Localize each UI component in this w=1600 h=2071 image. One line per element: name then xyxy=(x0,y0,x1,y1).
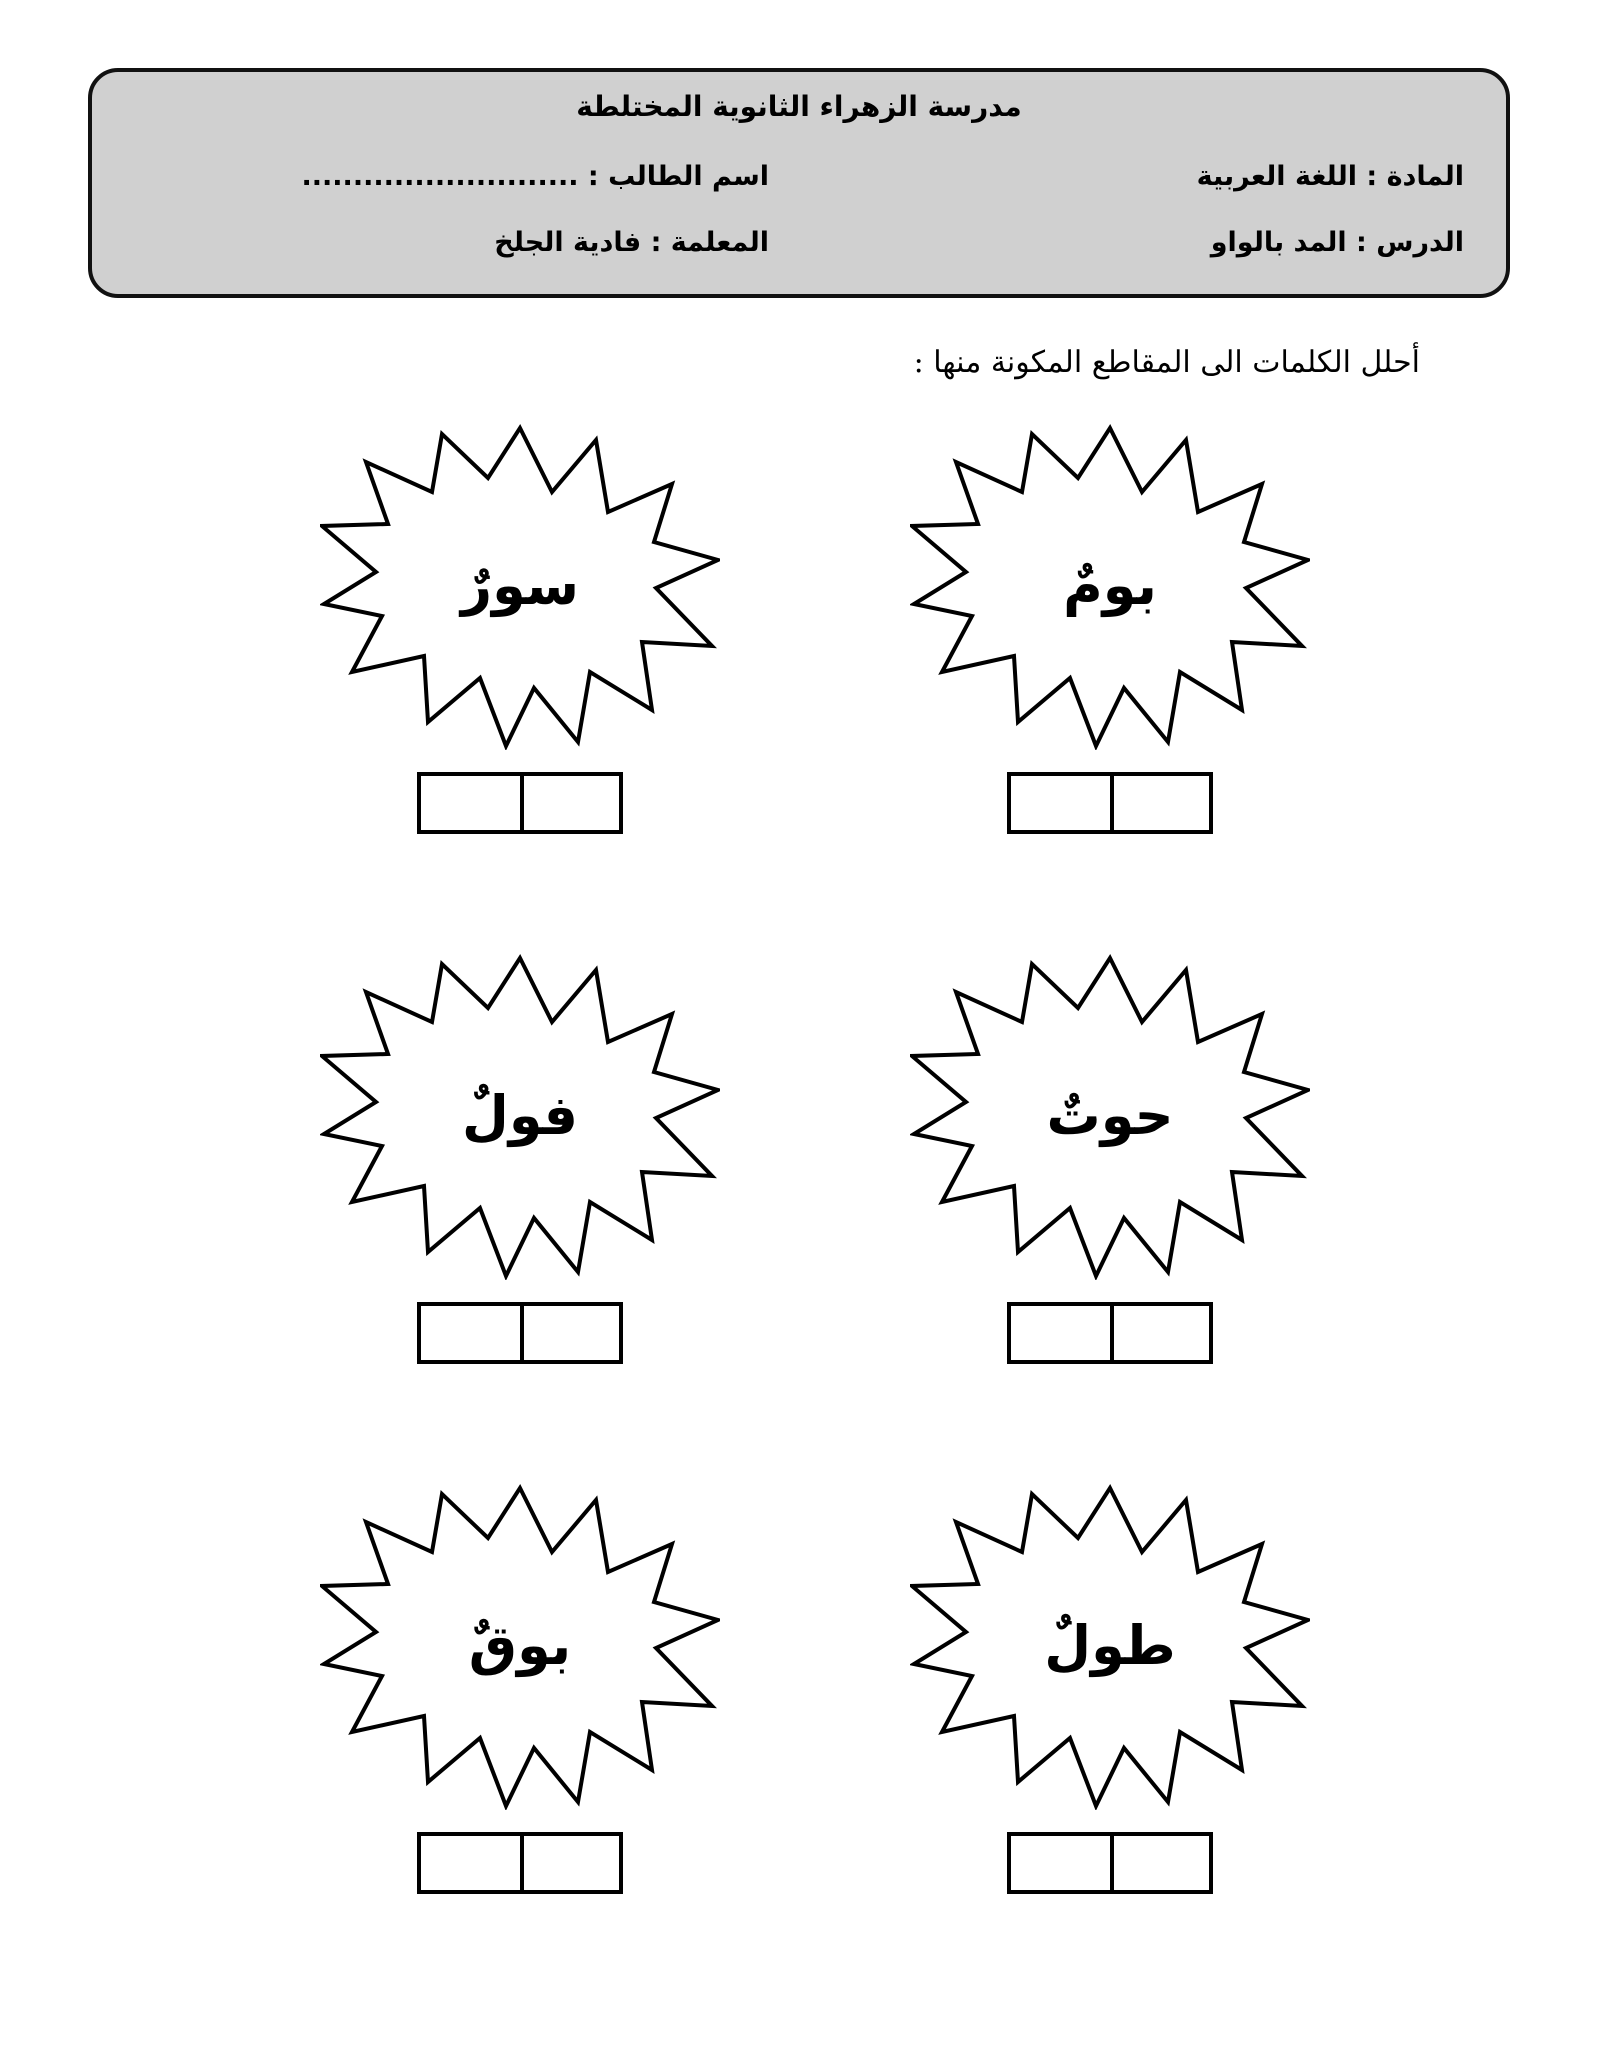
school-title: مدرسة الزهراء الثانوية المختلطة xyxy=(576,90,1022,123)
word-text: بومٌ xyxy=(1063,553,1157,617)
exercise-item xyxy=(820,1480,1400,2000)
exercise-item xyxy=(230,420,810,940)
starburst-6 xyxy=(320,1480,720,1810)
starburst-icon xyxy=(320,420,720,750)
exercise-row xyxy=(0,420,1600,950)
starburst-icon xyxy=(910,1480,1310,1810)
syllable-box-2[interactable] xyxy=(421,776,520,830)
syllable-box-1[interactable] xyxy=(1110,776,1209,830)
exercise-item xyxy=(820,950,1400,1470)
instruction-text: أحلل الكلمات الى المقاطع المكونة منها : xyxy=(913,345,1420,380)
exercise-item xyxy=(230,950,810,1470)
student-name-label: اسم الطالب : xyxy=(578,160,769,192)
starburst-icon xyxy=(910,420,1310,750)
word-text: طولٌ xyxy=(1044,1613,1176,1677)
exercise-item xyxy=(230,1480,810,2000)
word-text: فولٌ xyxy=(461,1083,579,1147)
syllable-boxes[interactable] xyxy=(417,1832,623,1894)
starburst-icon xyxy=(320,950,720,1280)
syllable-boxes[interactable] xyxy=(1007,772,1213,834)
syllable-box-1[interactable] xyxy=(520,1306,619,1360)
exercise-row xyxy=(0,1480,1600,2010)
word-text: حوتٌ xyxy=(1046,1083,1174,1147)
lesson-label: الدرس : المد بالواو xyxy=(1210,226,1464,258)
syllable-boxes[interactable] xyxy=(1007,1832,1213,1894)
student-name-field xyxy=(92,161,799,192)
exercise-grid xyxy=(0,420,1600,2010)
syllable-box-2[interactable] xyxy=(421,1306,520,1360)
syllable-boxes[interactable] xyxy=(1007,1302,1213,1364)
header-row-lesson-teacher xyxy=(92,216,1506,268)
syllable-box-2[interactable] xyxy=(1011,1306,1110,1360)
starburst-1 xyxy=(910,420,1310,750)
worksheet-header xyxy=(88,68,1510,298)
syllable-boxes[interactable] xyxy=(417,772,623,834)
exercise-row xyxy=(0,950,1600,1480)
syllable-box-1[interactable] xyxy=(520,776,619,830)
starburst-5 xyxy=(910,1480,1310,1810)
starburst-3 xyxy=(910,950,1310,1280)
starburst-2 xyxy=(320,420,720,750)
syllable-box-2[interactable] xyxy=(421,1836,520,1890)
teacher-label: المعلمة : فادية الجلخ xyxy=(494,226,769,258)
syllable-box-1[interactable] xyxy=(1110,1836,1209,1890)
word-text: سورٌ xyxy=(460,553,580,617)
starburst-icon xyxy=(910,950,1310,1280)
syllable-boxes[interactable] xyxy=(417,1302,623,1364)
starburst-icon xyxy=(320,1480,720,1810)
syllable-box-1[interactable] xyxy=(1110,1306,1209,1360)
subject-label: المادة : اللغة العربية xyxy=(1196,160,1464,192)
syllable-box-2[interactable] xyxy=(1011,776,1110,830)
word-text: بوقٌ xyxy=(468,1613,572,1677)
student-name-dots[interactable]: ........................... xyxy=(301,160,579,192)
starburst-4 xyxy=(320,950,720,1280)
syllable-box-2[interactable] xyxy=(1011,1836,1110,1890)
header-row-subject-student xyxy=(92,150,1506,202)
exercise-item xyxy=(820,420,1400,940)
syllable-box-1[interactable] xyxy=(520,1836,619,1890)
